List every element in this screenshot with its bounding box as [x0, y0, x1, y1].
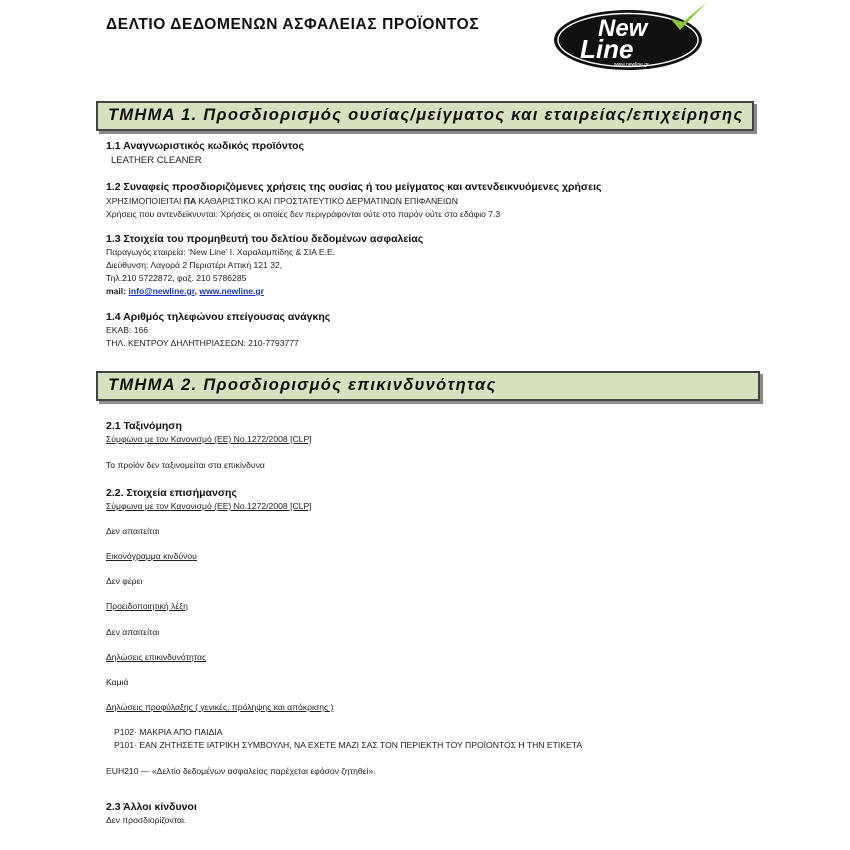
labelling-regulation: Σύμφωνα με τον Κανονισμό (ΕΕ) No.1272/2008 [CLP] — [106, 501, 312, 511]
identified-uses: ΧΡΗΣΙΜΟΠΟΙΕΙΤΑΙ ΠΑ ΚΑΘΑΡΙΣΤΙΚΟ ΚΑΙ ΠΡΟΣΤΑΤΕΥΤΙΚΟ ΔΕΡΜΑΤΙΝΩΝ ΕΠΙΦΑΝΕΙΩΝ — [106, 196, 458, 206]
new-line-logo — [552, 0, 712, 72]
section-1-1-heading: 1.1 Αναγνωριστικός κωδικός προϊόντος — [106, 140, 305, 152]
euh210-statement: EUH210 — «Δελτίο δεδομένων ασφαλείας παρέχεται εφόσον ζητηθεί». — [106, 766, 376, 776]
product-code: LEATHER CLEANER — [111, 155, 202, 166]
pictogram-value: Δεν φέρει — [106, 576, 143, 586]
section-1-bar — [96, 101, 754, 131]
section-1-3-heading: 1.3 Στοιχεία του προμηθευτή του δελτίου δεδομένων ασφαλείας — [106, 233, 424, 245]
supplier-address: Διεύθυνση: Λαγορά 2 Περιστέρι Αττική 121 32, — [106, 260, 283, 270]
other-hazards-text: Δεν προσδιορίζονται. — [106, 815, 187, 825]
precautionary-statements-label: Δηλώσεις προφύλαξης ( γενικές, πρόληψης και απόκρισης ) — [106, 702, 334, 712]
precaution-p101: P101· ΕΑΝ ΖΗΤΗΣΕΤΕ ΙΑΤΡΙΚΗ ΣΥΜΒΟΥΛΗ, ΝΑ ΕΧΕΤΕ ΜΑΖΙ ΣΑΣ ΤΟΝ ΠΕΡΙΕΚΤΗ ΤΟΥ ΠΡΟΪΟΝΤΟΣ Η ΤΗΝ ΕΤΙΚΕΤΑ — [114, 740, 583, 750]
pictogram-label: Εικονόγραμμα κινδύνου — [106, 551, 197, 561]
section-2-1-heading: 2.1 Ταξινόμηση — [106, 420, 182, 432]
emergency-poison-center: ΤΗΛ. ΚΕΝΤΡΟΥ ΔΗΛΗΤΗΡΙΑΣΕΩΝ: 210-7793777 — [106, 338, 299, 348]
logo-url: www.newline.gr — [614, 62, 649, 68]
logo-word-line: Line — [580, 34, 634, 64]
signal-word-label: Προειδοποιητική λέξη — [106, 601, 188, 611]
email-link[interactable]: info@newline.gr — [128, 286, 195, 296]
supplier-contact: mail: info@newline.gr, www.newline.gr — [106, 286, 265, 296]
supplier-company: Παραγωγός εταιρεία: ‘New Line’ Ι. Χαραλαμπίδης & ΣΙΑ Ε.Ε. — [106, 247, 336, 257]
classification-regulation: Σύμφωνα με τον Κανονισμό (ΕΕ) No.1272/2008 [CLP] — [106, 434, 312, 444]
emergency-ekab: ΕΚΑΒ: 166 — [106, 325, 149, 335]
supplier-phone: Τηλ.210 5722872, φαξ. 210 5786285 — [106, 273, 247, 283]
precaution-p102: P102· ΜΑΚΡΙΑ ΑΠΟ ΠΑΙΔΙΑ — [114, 727, 223, 737]
uses-advised-against: Χρήσεις που αντενδείκνυνται: Χρήσεις οι οποίες δεν περιγράφονται ούτε στο παρόν ούτε στο εδάφιο 7.3 — [106, 209, 501, 219]
section-2-bar — [96, 371, 760, 401]
document-title: ΔΕΛΤΙΟ ΔΕΔΟΜΕΝΩΝ ΑΣΦΑΛΕΙΑΣ ΠΡΟΪΟΝΤΟΣ — [106, 16, 480, 33]
labelling-required: Δεν απαιτείται — [106, 526, 160, 536]
section-2-3-heading: 2.3 Άλλοι κίνδυνοι — [106, 801, 197, 813]
hazard-statements-value: Καμιά — [106, 677, 129, 687]
hazard-statements-label: Δηλώσεις επικινδυνότητας — [106, 652, 207, 662]
section-2-title: ΤΜΗΜΑ 2. Προσδιορισμός επικινδυνότητας — [108, 376, 497, 394]
logo-word-new: New — [598, 15, 648, 42]
signal-word-value: Δεν απαιτείται — [106, 627, 160, 637]
section-2-2-heading: 2.2. Στοιχεία επισήμανσης — [106, 487, 237, 499]
section-1-2-heading: 1.2 Συναφείς προσδιοριζόμενες χρήσεις της ουσίας ή του μείγματος και αντενδεικνυόμενες χρήσεις — [106, 181, 602, 193]
section-1-title: ΤΜΗΜΑ 1. Προσδιορισμός ουσίας/μείγματος και εταιρείας/επιχείρησης — [108, 106, 744, 124]
website-link[interactable]: www.newline.gr — [199, 286, 265, 296]
classification-text: Το προϊόν δεν ταξινομείται στα επικίνδυνα — [106, 460, 265, 470]
section-1-4-heading: 1.4 Αριθμός τηλεφώνου επείγουσας ανάγκης — [106, 311, 331, 323]
